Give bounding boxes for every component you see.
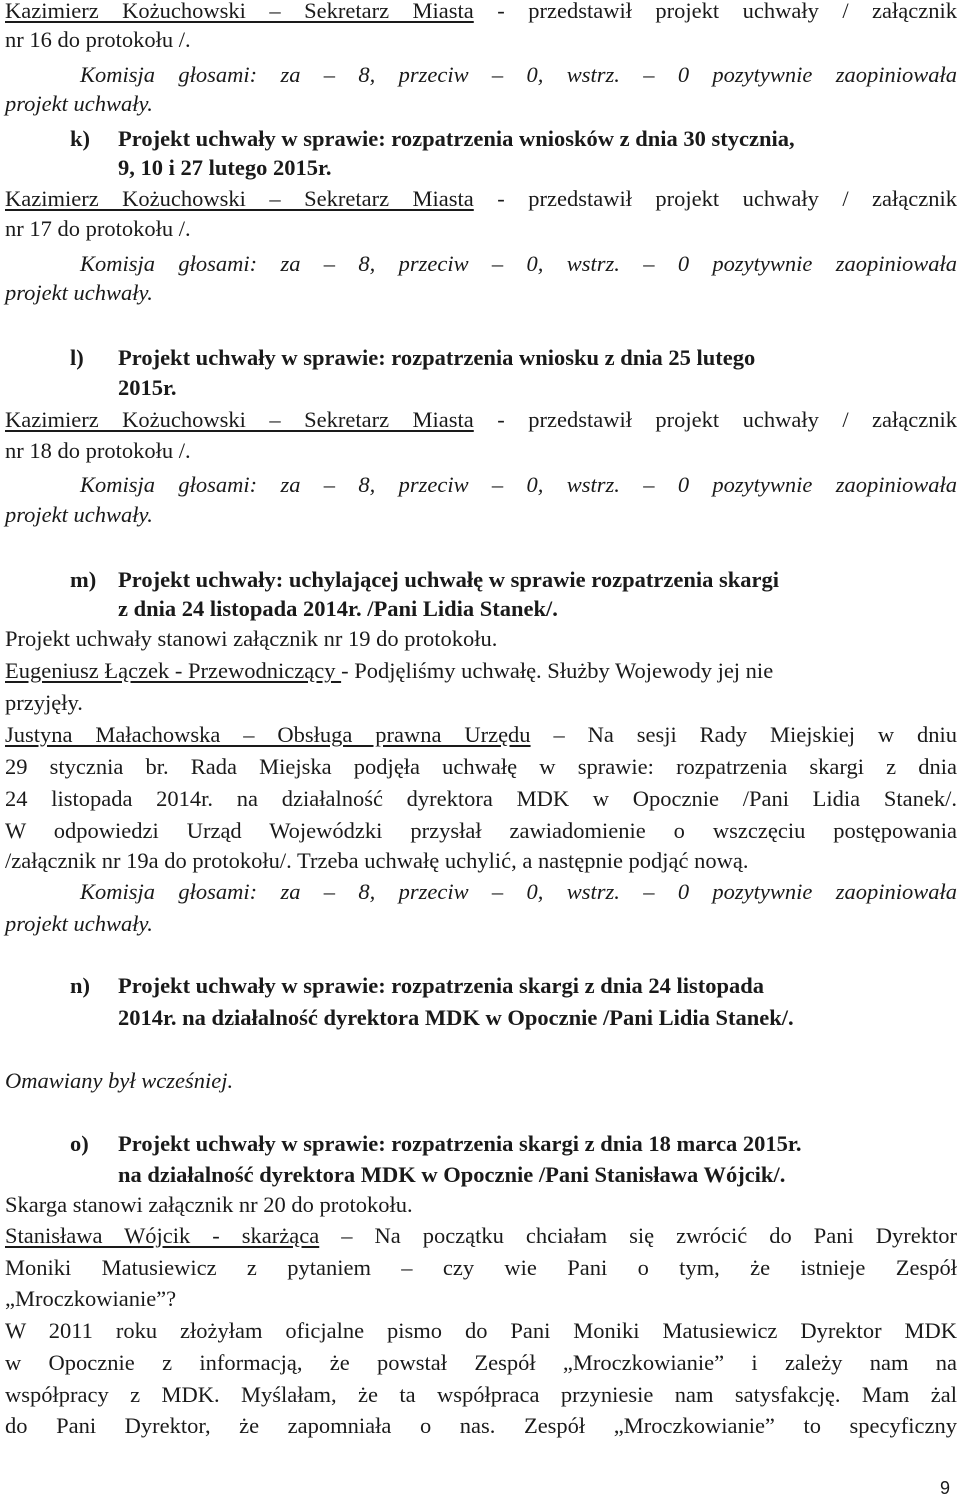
text-line: Projekt uchwały stanowi załącznik nr 19 do protokołu.: [5, 626, 498, 651]
item-label: n): [70, 973, 91, 998]
text-line: Omawiany był wcześniej.: [5, 1068, 234, 1093]
item-label: o): [70, 1131, 89, 1156]
committee-vote: Komisja głosami: za – 8, przeciw – 0, wstrz. – 0 pozytywnie zaopiniowała: [80, 472, 957, 497]
committee-vote-cont: projekt uchwały.: [5, 502, 153, 527]
item-label: k): [70, 126, 91, 151]
speaker-line: [5, 0, 957, 26]
committee-vote: Komisja głosami: za – 8, przeciw – 0, wstrz. – 0 pozytywnie zaopiniowała: [80, 879, 957, 904]
text-line: Skarga stanowi załącznik nr 20 do protokołu.: [5, 1192, 413, 1217]
committee-vote-cont: projekt uchwały.: [5, 911, 153, 936]
item-label: m): [70, 567, 97, 592]
text-line: Moniki Matusiewicz z pytaniem – czy wie Pani o tym, że istnieje Zespół: [5, 1255, 957, 1280]
page-number: 9: [940, 1478, 951, 1498]
text-line: nr 16 do protokołu /.: [5, 27, 191, 52]
agenda-item-cont: 9, 10 i 27 lutego 2015r.: [118, 155, 332, 180]
text-line: 29 stycznia br. Rada Miejska podjęła uchwałę w sprawie: rozpatrzenia skargi z dnia: [5, 754, 957, 779]
agenda-item-cont: z dnia 24 listopada 2014r. /Pani Lidia Stanek/.: [118, 596, 558, 621]
text-line: 24 listopada 2014r. na działalność dyrektora MDK w Opocznie /Pani Lidia Stanek/.: [5, 786, 957, 811]
agenda-item-k: [70, 124, 957, 154]
statement-text: - przedstawił projekt uchwały / załącznik: [473, 0, 957, 23]
speaker-line: [5, 1221, 957, 1251]
text-line: w Opocznie z informacją, że powstał Zespół „Mroczkowianie” i zależy nam na: [5, 1350, 957, 1375]
agenda-item-l: [70, 343, 957, 373]
speaker-line: [5, 656, 957, 686]
agenda-item-cont: 2015r.: [118, 375, 177, 400]
speaker-name: Stanisława Wójcik - skarżąca: [5, 1223, 320, 1248]
committee-vote-cont: projekt uchwały.: [5, 280, 153, 305]
text-line: nr 18 do protokołu /.: [5, 438, 191, 463]
statement-text: - przedstawił projekt uchwały / załącznik: [473, 186, 957, 211]
speaker-line: [5, 720, 957, 750]
speaker-line: [5, 184, 957, 214]
item-title: Projekt uchwały w sprawie: rozpatrzenia skargi z dnia 18 marca 2015r.: [118, 1131, 802, 1156]
speaker-name: Kazimierz Kożuchowski – Sekretarz Miasta: [5, 407, 474, 432]
speaker-name: Kazimierz Kożuchowski – Sekretarz Miasta: [5, 0, 474, 23]
item-title: Projekt uchwały w sprawie: rozpatrzenia wniosku z dnia 25 lutego: [118, 345, 756, 370]
speaker-line: [5, 405, 957, 435]
speaker-name: Kazimierz Kożuchowski – Sekretarz Miasta: [5, 186, 474, 211]
item-label: l): [70, 345, 84, 370]
statement-text: – Na początku chciałam się zwrócić do Pani Dyrektor: [319, 1223, 957, 1248]
speaker-name: Justyna Małachowska – Obsługa prawna Urzędu: [5, 722, 531, 747]
text-line: W 2011 roku złożyłam oficjalne pismo do Pani Moniki Matusiewicz Dyrektor MDK: [5, 1318, 957, 1343]
text-line: współpracy z MDK. Myślałam, że ta współpraca przyniesie nam satysfakcję. Mam żal: [5, 1382, 957, 1407]
item-title: Projekt uchwały: uchylającej uchwałę w sprawie rozpatrzenia skargi: [118, 567, 779, 592]
committee-vote: Komisja głosami: za – 8, przeciw – 0, wstrz. – 0 pozytywnie zaopiniowała: [80, 62, 957, 87]
agenda-item-cont: na działalność dyrektora MDK w Opocznie /Pani Stanisława Wójcik/.: [118, 1162, 786, 1187]
text-line: „Mroczkowianie”?: [5, 1286, 177, 1311]
text-line: przyjęły.: [5, 690, 83, 715]
agenda-item-cont: 2014r. na działalność dyrektora MDK w Opocznie /Pani Lidia Stanek/.: [118, 1005, 794, 1030]
statement-text: - przedstawił projekt uchwały / załącznik: [473, 407, 957, 432]
text-line: nr 17 do protokołu /.: [5, 216, 191, 241]
committee-vote-cont: projekt uchwały.: [5, 91, 153, 116]
committee-vote: Komisja głosami: za – 8, przeciw – 0, wstrz. – 0 pozytywnie zaopiniowała: [80, 251, 957, 276]
agenda-item-n: [70, 971, 957, 1001]
agenda-item-m: [70, 565, 957, 595]
agenda-item-o: [70, 1129, 957, 1159]
item-title: Projekt uchwały w sprawie: rozpatrzenia wniosków z dnia 30 stycznia,: [118, 126, 795, 151]
statement-text: - Podjęliśmy uchwałę. Służby Wojewody jej nie: [341, 658, 774, 683]
speaker-name: Eugeniusz Łączek - Przewodniczący: [5, 658, 342, 683]
text-line: /załącznik nr 19a do protokołu/. Trzeba uchwałę uchylić, a następnie podjąć nową.: [5, 848, 749, 873]
item-title: Projekt uchwały w sprawie: rozpatrzenia skargi z dnia 24 listopada: [118, 973, 765, 998]
text-line: W odpowiedzi Urząd Wojewódzki przysłał zawiadomienie o wszczęciu postępowania: [5, 818, 957, 843]
statement-text: – Na sesji Rady Miejskiej w dniu: [530, 722, 957, 747]
text-line: do Pani Dyrektor, że zapomniała o nas. Zespół „Mroczkowianie” to specyficzny: [5, 1413, 957, 1438]
